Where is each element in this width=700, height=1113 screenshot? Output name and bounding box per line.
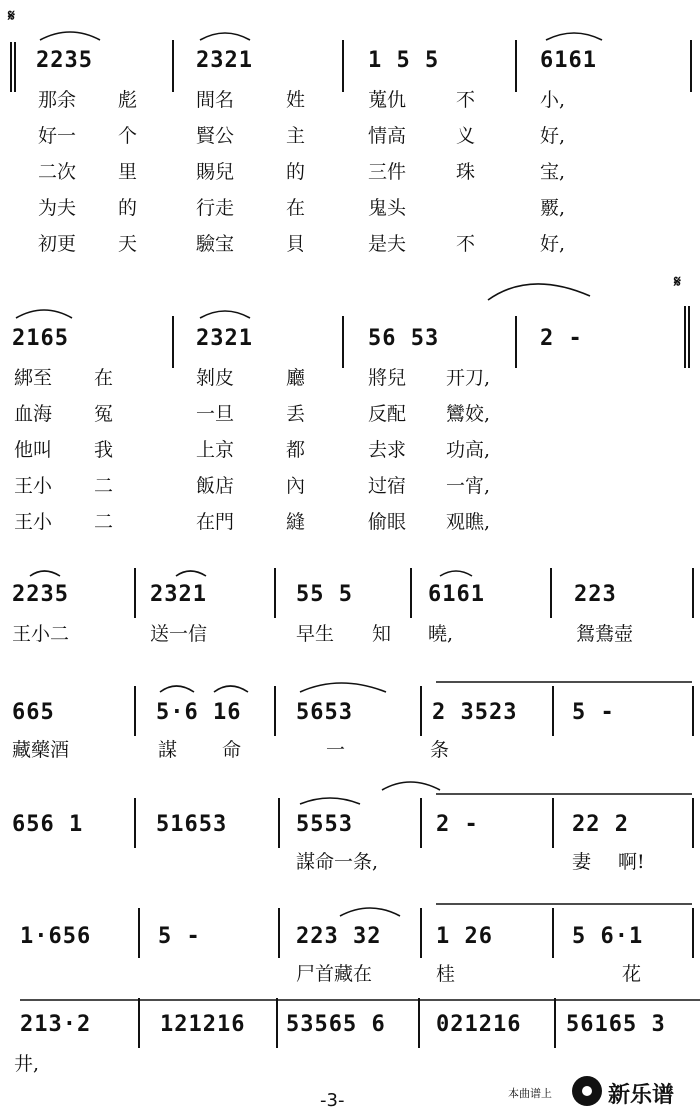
lyric-word: 珠: [456, 161, 476, 183]
slur: [340, 908, 400, 916]
record-logo-icon: [572, 1076, 602, 1106]
lyric-word: 那余: [38, 89, 77, 111]
slur: [546, 33, 602, 40]
slur: [300, 798, 360, 804]
lyric-word: 姓: [286, 89, 306, 111]
slur: [488, 284, 590, 300]
lyric-word: 一旦: [196, 403, 235, 425]
lyric-word: 在: [286, 197, 306, 219]
measure: 5553: [296, 812, 353, 837]
lyric-word: 蒐仇: [368, 89, 407, 111]
lyric-word: 一: [326, 739, 346, 761]
lyric-word: 初更: [38, 233, 77, 255]
lyric-word: 的: [286, 161, 306, 183]
lyric-word: 观瞧,: [446, 511, 491, 533]
lyric-word: 藏藥酒: [12, 739, 70, 761]
measure: 021216: [436, 1012, 522, 1037]
slur: [214, 686, 248, 692]
lyric-word: 小,: [540, 89, 566, 111]
slur: [440, 571, 472, 576]
lyric-word: 好一: [38, 125, 77, 147]
page-number: -3-: [320, 1090, 345, 1111]
watermark-brand: 新乐谱: [608, 1083, 675, 1108]
lyric-word: 二: [94, 511, 114, 533]
lyric-word: 曉,: [428, 623, 454, 645]
measure: 6161: [428, 582, 485, 607]
lyric-word: 鸞姣,: [446, 403, 491, 425]
measure: 5 6·1: [572, 924, 644, 949]
lyric-word: 开刀,: [446, 367, 491, 389]
measure: 656 1: [12, 812, 84, 837]
measure: 5·6 16: [156, 700, 242, 725]
measure: 1 26: [436, 924, 493, 949]
lyric-word: 他叫: [14, 439, 53, 461]
measure: 2165: [12, 326, 69, 351]
measure: 2321: [196, 326, 253, 351]
measure: 2 -: [436, 812, 479, 837]
lyric-word: 的: [118, 197, 138, 219]
lyric-word: 間名: [196, 89, 235, 111]
lyric-word: 命: [222, 739, 242, 761]
lyric-word: 在門: [196, 511, 235, 533]
measure: 53565 6: [286, 1012, 386, 1037]
slur: [200, 311, 250, 318]
lyric-word: 鴛鴦壺: [576, 623, 634, 645]
lyric-word: 謀: [158, 739, 178, 761]
lyric-word: 血海: [14, 403, 53, 425]
slur: [160, 686, 194, 692]
lyric-word: 王小二: [12, 623, 70, 645]
lyric-word: 送一信: [150, 623, 208, 645]
measure: 213·2: [20, 1012, 92, 1037]
lyric-word: 王小: [14, 511, 53, 533]
lyric-word: 剝皮: [196, 367, 235, 389]
measure: 121216: [160, 1012, 246, 1037]
slur: [40, 32, 100, 40]
measure: 665: [12, 700, 55, 725]
lyric-word: 內: [286, 475, 306, 497]
lyric-word: 將兒: [368, 367, 407, 389]
measure: 2 -: [540, 326, 583, 351]
lyric-word: 廳: [286, 367, 306, 389]
measure: 51653: [156, 812, 228, 837]
lyric-word: 貝: [286, 233, 306, 255]
lyric-word: 宝,: [540, 161, 566, 183]
lyric-word: 我: [94, 439, 114, 461]
segno-sign-end: 𝄋: [674, 272, 681, 291]
segno-sign-start: 𝄋: [8, 6, 15, 25]
lyric-word: 去求: [368, 439, 407, 461]
lyric-word: 条: [430, 739, 450, 761]
measure: 223 32: [296, 924, 382, 949]
lyric-word: 好,: [540, 233, 566, 255]
measure: 5653: [296, 700, 353, 725]
lyric-word: 情高: [368, 125, 407, 147]
measure: 2321: [150, 582, 207, 607]
lyric-word: 是夫: [368, 233, 407, 255]
lyric-word: 义: [456, 125, 476, 147]
lyric-word: 冤: [94, 403, 114, 425]
measure: 2321: [196, 48, 253, 73]
measure: 56165 3: [566, 1012, 666, 1037]
slur: [176, 571, 206, 576]
measure: 55 5: [296, 582, 353, 607]
lyric-word: 丢: [286, 403, 306, 425]
lyric-word: 知: [372, 623, 392, 645]
slur: [16, 310, 72, 318]
lyric-word: 不: [456, 89, 476, 111]
lyric-word: 反配: [368, 403, 407, 425]
lyric-word: 桂: [436, 963, 456, 985]
slur: [300, 683, 386, 692]
measure: 2235: [36, 48, 93, 73]
lyric-word: 天: [118, 233, 138, 255]
lyric-word: 賢公: [196, 125, 235, 147]
lyric-word: 鬼头: [368, 197, 407, 219]
measure: 1·656: [20, 924, 92, 949]
measure: 223: [574, 582, 617, 607]
watermark-caption: 本曲谱上: [508, 1087, 552, 1100]
lyric-word: 好,: [540, 125, 566, 147]
lyric-word: 謀命一条,: [296, 851, 379, 873]
lyric-word: 縫: [286, 511, 306, 533]
measure: 1 5 5: [368, 48, 440, 73]
lyric-word: 不: [456, 233, 476, 255]
measure: 56 53: [368, 326, 440, 351]
lyric-word: 尸首藏在: [296, 963, 373, 985]
lyric-word: 賜兒: [196, 161, 235, 183]
lyric-word: 上京: [196, 439, 235, 461]
lyric-word: 一宵,: [446, 475, 491, 497]
lyric-word: 三件: [368, 161, 407, 183]
lyric-word: 井,: [14, 1053, 40, 1075]
lyric-word: 个: [118, 125, 138, 147]
measure: 5 -: [572, 700, 615, 725]
lyric-word: 驗宝: [196, 233, 235, 255]
lyric-word: 过宿: [368, 475, 407, 497]
lyric-word: 早生: [296, 623, 335, 645]
lyric-word: 主: [286, 125, 306, 147]
slur: [30, 571, 60, 576]
lyric-word: 行走: [196, 197, 235, 219]
measure: 22 2: [572, 812, 629, 837]
lyric-word: 覈,: [540, 197, 566, 219]
lyric-word: 花: [622, 963, 642, 985]
lyric-word: 王小: [14, 475, 53, 497]
lyric-word: 妻: [572, 851, 592, 873]
lyric-word: 为夫: [38, 197, 77, 219]
lyric-word: 里: [118, 161, 138, 183]
lyric-word: 啊!: [618, 851, 645, 873]
lyric-word: 都: [286, 439, 306, 461]
lyric-word: 功高,: [446, 439, 491, 461]
measure: 5 -: [158, 924, 201, 949]
lyric-word: 二次: [38, 161, 77, 183]
lyric-word: 飯店: [196, 475, 235, 497]
measure: 2235: [12, 582, 69, 607]
measure: 2 3523: [432, 700, 518, 725]
measure: 6161: [540, 48, 597, 73]
slur: [382, 782, 440, 790]
slur: [200, 33, 250, 40]
lyric-word: 在: [94, 367, 114, 389]
lyric-word: 彪: [118, 89, 138, 111]
lyric-word: 綁至: [14, 367, 53, 389]
lyric-word: 二: [94, 475, 114, 497]
lyric-word: 偷眼: [368, 511, 407, 533]
